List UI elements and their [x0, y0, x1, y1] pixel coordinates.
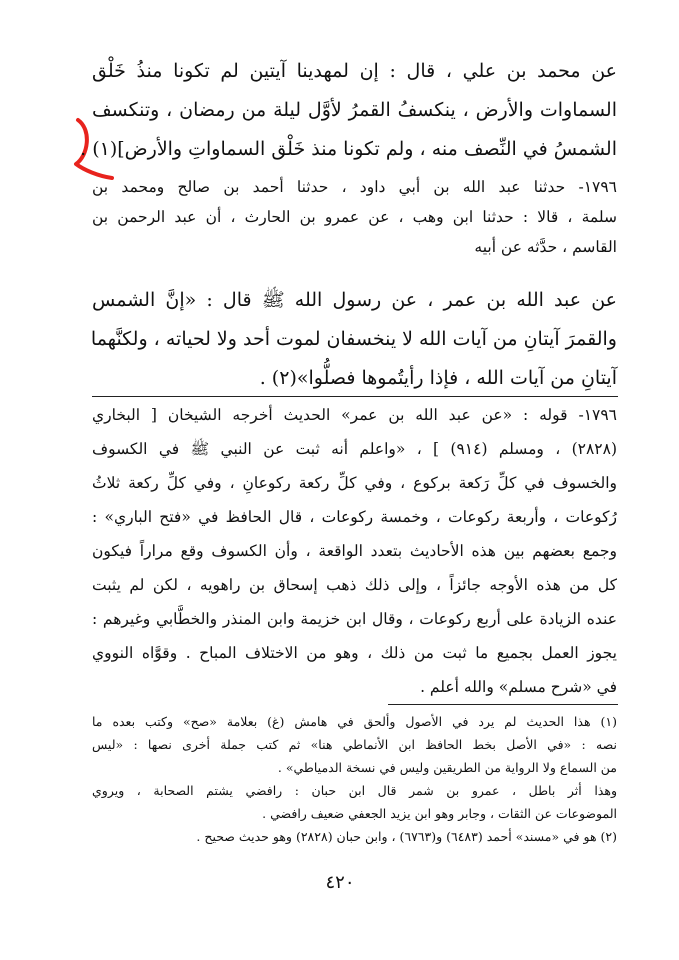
footnote-line: وهذا أثر باطل ، عمرو بن شمر قال ابن حبان : رافضي يشتم الصحابة ، ويروي — [92, 783, 617, 798]
text-line: سلمة ، قالا : حدثنا ابن وهب ، عن عمرو بن الحارث ، أن عبد الرحمن بن — [92, 208, 617, 226]
text-line: رُكوعات ، وأربعة ركوعات ، وخمسة ركوعات ، قال الحافظ في «فتح الباري» : — [92, 508, 617, 526]
footnote-line: (١) هذا الحديث لم يرد في الأصول وألحق في هامش (غ) بعلامة «صح» وكتب بعده ما — [92, 714, 617, 729]
footnote-line: من السماع ولا الرواية من الطريقين وليس في نسخة الدمياطي» . — [277, 760, 617, 775]
text-line: عنده الزيادة على أربع ركوعات ، وقال ابن خزيمة وابن المنذر والخطَّابي وغيرهم : — [92, 610, 617, 628]
text-line: والخسوف في كلِّ رَكعة بركوع ، وفي كلِّ ركعة ركوعانِ ، وفي كلِّ ركعة ثلاثُ — [92, 474, 617, 492]
text-line: السماوات والأرض ، ينكسفُ القمرُ لأوَّل ليلة من رمضان ، وتنكسف — [92, 99, 617, 121]
page-number: ٤٢٠ — [325, 872, 355, 893]
text-line: القاسم ، حدَّثه عن أبيه — [474, 238, 617, 256]
commentary — [92, 398, 617, 704]
text-line: الشمسُ في النِّصف منه ، ولم تكونا منذ خَلْق السماواتِ والأرض](١) . — [80, 138, 617, 160]
text-line: عن عبد الله بن عمر ، عن رسول الله ﷺ قال : «إنَّ الشمس — [92, 289, 617, 311]
hadith-1796-isnad — [92, 172, 617, 262]
hadith-1795-text — [80, 52, 617, 169]
text-line: والقمرَ آيتانِ من آيات الله لا ينخسفان لموت أحد ولا لحياته ، ولكنَّهما — [90, 328, 617, 350]
hadith-1796-matn — [92, 281, 617, 398]
text-line: ١٧٩٦- قوله : «عن عبد الله بن عمر» الحديث أخرجه الشيخان [ البخاري — [92, 406, 617, 424]
text-line: وجمع بعضهم بين هذه الأحاديث بتعدد الواقعة ، وأن الكسوف وقع مراراً فيكون — [92, 542, 617, 560]
text-line: يجوز العمل بجميع ما ثبت من ذلك ، وهو من الاختلاف المباح . وقوَّاه النووي — [92, 644, 617, 662]
footnote-line: الموضوعات عن الثقات ، وجابر وهو ابن يزيد الجعفي ضعيف رافضي . — [262, 806, 617, 821]
footnote-line: نصه : «في الأصل بخط الحافظ ابن الأنماطي هنا» ثم كتب جملة أخرى نصها : «ليس — [92, 737, 617, 752]
text-line: (٢٨٢٨) ، ومسلم (٩١٤) ] ، «واعلم أنه ثبت عن النبي ﷺ في الكسوف — [92, 440, 617, 458]
text-line: كل من هذه الأوجه جائزاً ، وإلى ذلك ذهب إسحاق بن راهويه ، لكن لم يثبت — [92, 576, 617, 594]
text-line: آيتانِ من آيات الله ، فإذا رأيتُموها فصلُّوا»(٢) . — [259, 367, 617, 389]
separator-line — [92, 396, 618, 397]
footnote-separator — [388, 704, 618, 705]
text-line: في «شرح مسلم» والله أعلم . — [420, 678, 617, 696]
footnote-line: (٢) هو في «مسند» أحمد (٦٤٨٣) و(٦٧٦٣) ، وابن حبان (٢٨٢٨) وهو حديث صحيح . — [196, 829, 617, 844]
footnotes — [92, 710, 617, 848]
text-line: عن محمد بن علي ، قال : إن لمهدينا آيتين لم تكونا منذُ خَلْق — [92, 60, 617, 82]
text-line: ١٧٩٦- حدثنا عبد الله بن أبي داود ، حدثنا أحمد بن صالح ومحمد بن — [92, 178, 617, 196]
